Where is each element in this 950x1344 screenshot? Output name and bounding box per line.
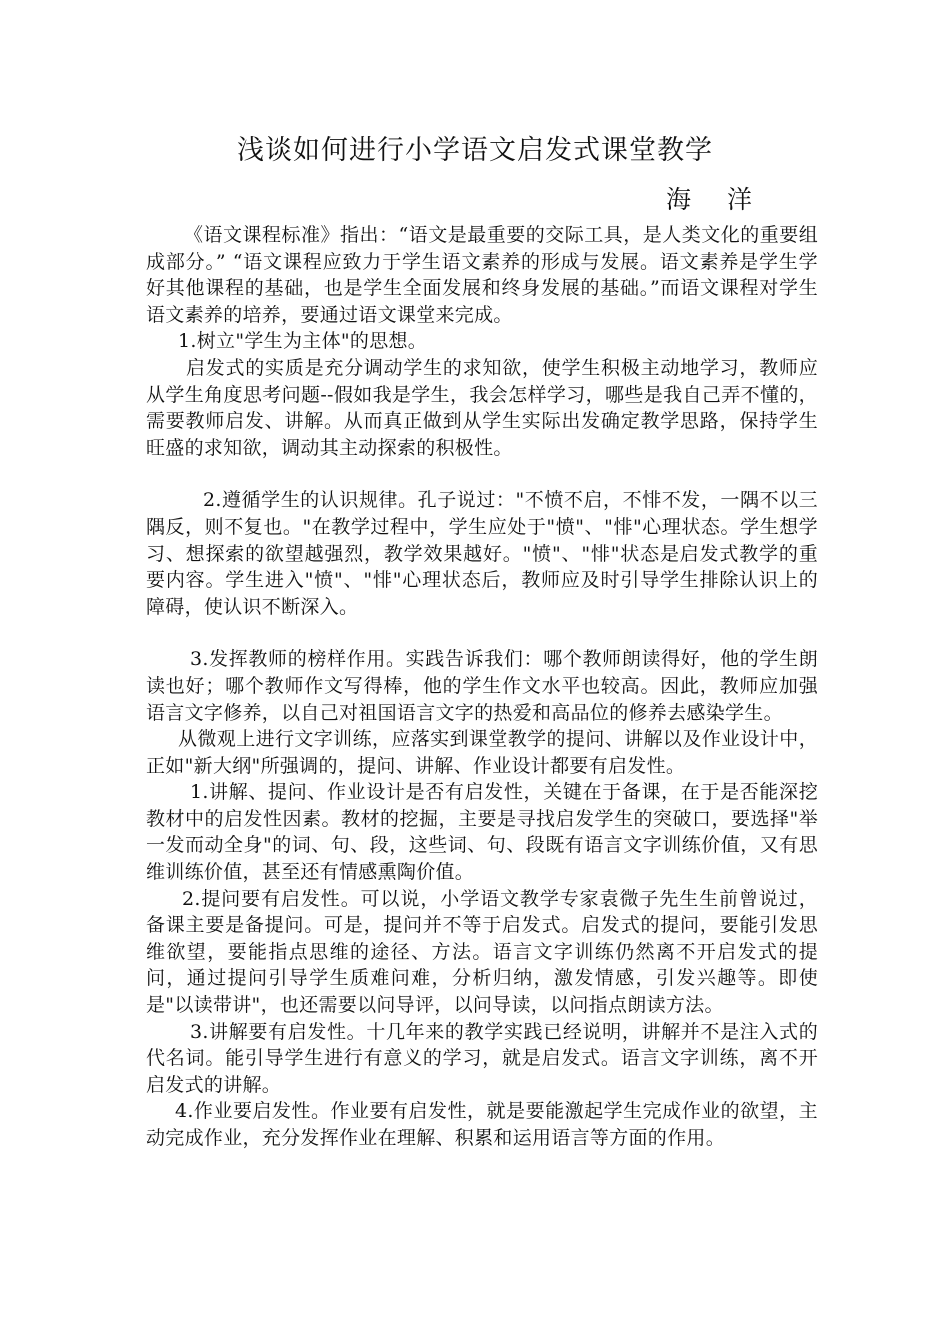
paragraph-teacher-example: 3.发挥教师的榜样作用。实践告诉我们：哪个教师朗读得好，他的学生朗读也好；哪个教师作文写得棒，他的学生作文水平也较高。因此，教师应加强语言文字修养，以自己对祖国语言文字的热爱和高品位的修养去感染学生。 [146, 648, 818, 724]
paragraph-heuristic-homework: 4.作业要启发性。作业要有启发性，就是要能激起学生完成作业的欲望，主动完成作业，充分发挥作业在理解、积累和运用语言等方面的作用。 [146, 1100, 818, 1149]
paragraph-heuristic-explanation: 3.讲解要有启发性。十几年来的教学实践已经说明，讲解并不是注入式的代名词。能引导学生进行有意义的学习，就是启发式。语言文字训练，离不开启发式的讲解。 [146, 1020, 818, 1096]
paragraph-lesson-preparation: 1.讲解、提问、作业设计是否有启发性，关键在于备课，在于是否能深挖教材中的启发性因素。教材的挖掘，主要是寻找启发学生的突破口，要选择"举一发而动全身"的词、句、段，这些词、句、段既有语言文字训练价值，又有思维训练价值，甚至还有情感熏陶价值。 [146, 781, 818, 884]
paragraph-heading-student-subject: 1.树立"学生为主体"的思想。 [178, 330, 428, 353]
paragraph-cognitive-rules: 2.遵循学生的认识规律。孔子说过："不愤不启，不悱不发，一隅不以三隅反，则不复也。"在教学过程中，学生应处于"愤"、"悱"心理状态。学生想学习、想探索的欲望越强烈，教学效果越好。"愤"、"悱"状态是启发式教学的重要内容。学生进入"愤"、"悱"心理状态后，教师应及时引导学生排除认识上的障碍，使认识不断深入。 [146, 489, 818, 618]
author-name: 海 洋 [666, 185, 766, 214]
paragraph-intro: 《语文课程标准》指出：“语文是最重要的交际工具，是人类文化的重要组成部分。” “语文课程应致力于学生语文素养的形成与发展。语文素养是学生学好其他课程的基础，也是学生全面发展和终身发展的基础。”而语文课程对学生语文素养的培养，要通过语文课堂来完成。 [146, 224, 818, 326]
document-title: 浅谈如何进行小学语文启发式课堂教学 [237, 135, 713, 166]
paragraph-heuristic-essence: 启发式的实质是充分调动学生的求知欲，使学生积极主动地学习，教师应从学生角度思考问题--假如我是学生，我会怎样学习，哪些是我自己弄不懂的，需要教师启发、讲解。从而真正做到从学生实际出发确定教学思路，保持学生旺盛的求知欲，调动其主动探索的积极性。 [146, 356, 818, 459]
document-body [146, 222, 818, 1152]
paragraph-micro-training: 从微观上进行文字训练，应落实到课堂教学的提问、讲解以及作业设计中，正如"新大纲"所强调的，提问、讲解、作业设计都要有启发性。 [146, 728, 818, 777]
paragraph-heuristic-questions: 2.提问要有启发性。可以说，小学语文教学专家袁微子先生生前曾说过，备课主要是备提问。可是，提问并不等于启发式。启发式的提问，要能引发思维欲望，要能指点思维的途径、方法。语言文字训练仍然离不开启发式的提问，通过提问引导学生质难问难，分析归纳，激发情感，引发兴趣等。即使是"以读带讲"，也还需要以问导评，以问导读，以问指点朗读方法。 [146, 887, 818, 1017]
